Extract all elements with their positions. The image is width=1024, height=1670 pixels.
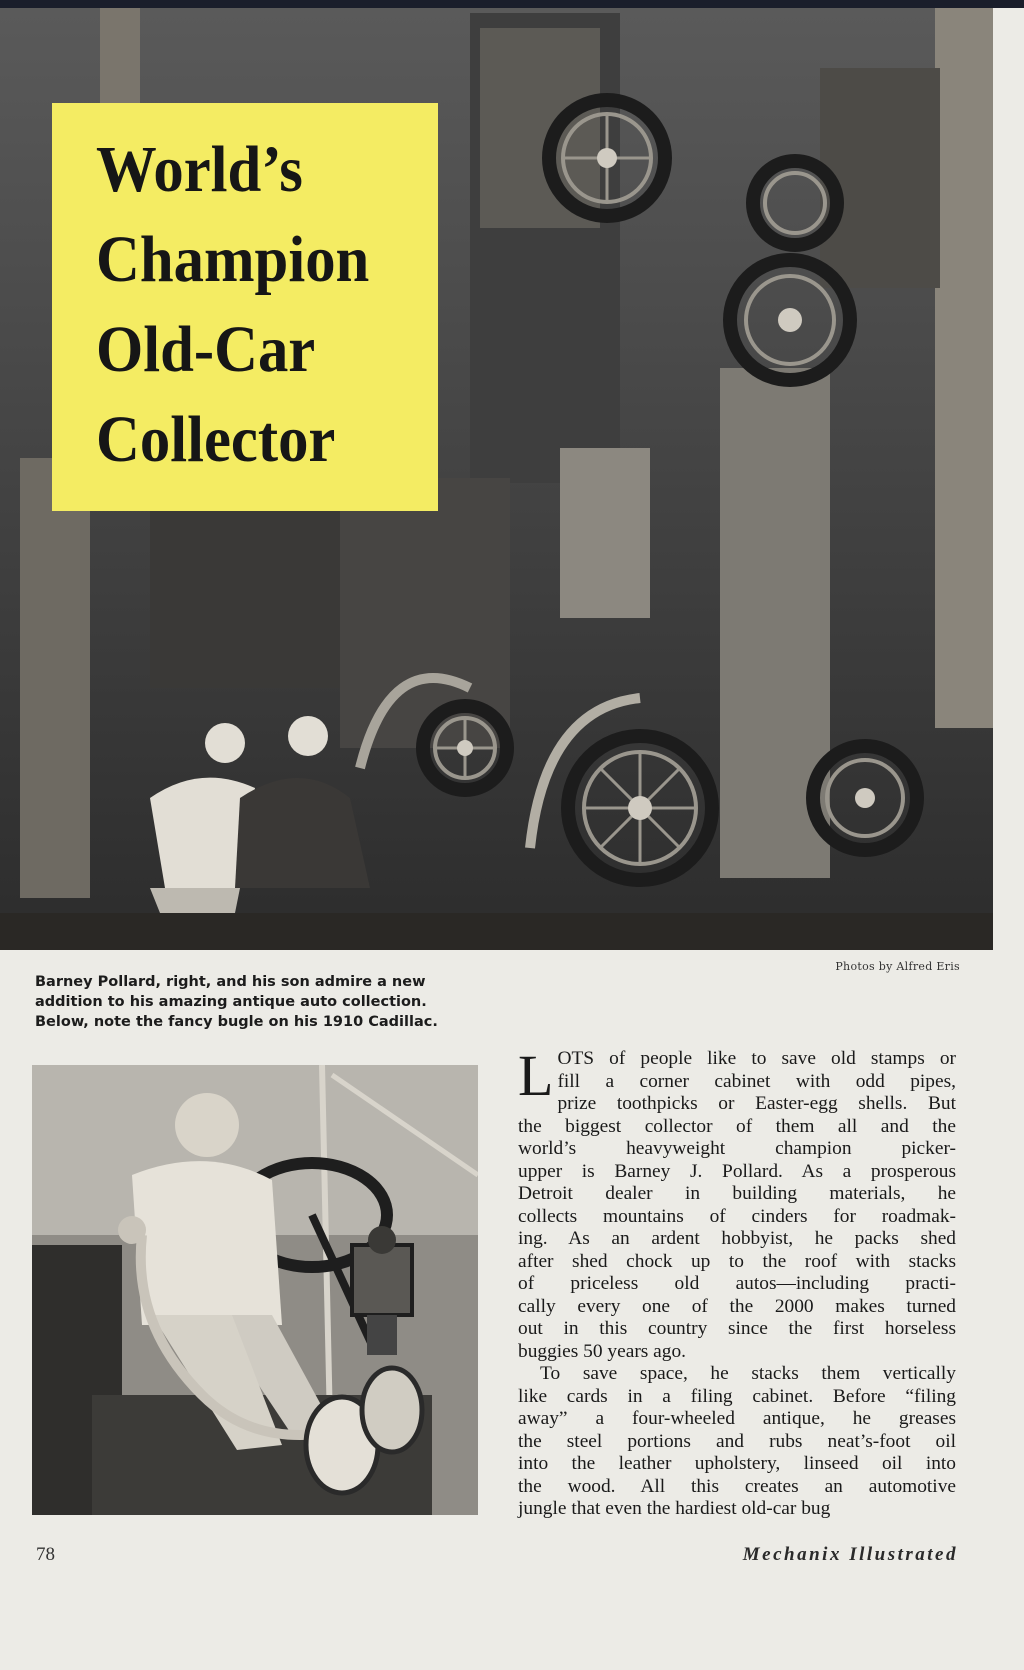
article-line: out in this country since the first horseless bbox=[518, 1318, 956, 1339]
caption-line: Barney Pollard, right, and his son admire a new bbox=[35, 974, 426, 990]
photo-caption bbox=[35, 972, 485, 1032]
article-line: away” a four-wheeled antique, he greases bbox=[518, 1408, 956, 1429]
article-line: like cards in a filing cabinet. Before “filing bbox=[518, 1385, 956, 1407]
article-line: the wood. All this creates an automotive bbox=[518, 1475, 956, 1497]
article-line: buggies 50 years ago. bbox=[518, 1340, 687, 1362]
article-line: OTS of people like to save old stamps or bbox=[557, 1048, 956, 1069]
article-line: collects mountains of cinders for roadmak- bbox=[518, 1205, 956, 1227]
photo-credit: Photos by Alfred Eris bbox=[835, 960, 960, 973]
headline-line: Collector bbox=[96, 403, 336, 476]
article-line: of priceless old autos—including practi- bbox=[518, 1273, 956, 1294]
article-line: Detroit dealer in building materials, he bbox=[518, 1183, 956, 1204]
article-line: jungle that even the hardiest old-car bug bbox=[518, 1498, 831, 1519]
headline-box bbox=[52, 103, 438, 511]
article-line: upper is Barney J. Pollard. As a prosperous bbox=[518, 1160, 956, 1182]
article-line: cally every one of the 2000 makes turned bbox=[518, 1295, 956, 1317]
drop-cap: L bbox=[518, 1043, 554, 1108]
article-line: prize toothpicks or Easter-egg shells. But bbox=[557, 1093, 956, 1114]
inset-photo-man-in-cadillac bbox=[32, 1065, 478, 1515]
page-number: 78 bbox=[36, 1544, 55, 1565]
article-line: ing. As an ardent hobbyist, he packs shed bbox=[518, 1228, 956, 1249]
headline-line: World’s bbox=[96, 133, 303, 206]
article-line: into the leather upholstery, linseed oil into bbox=[518, 1453, 956, 1474]
article-line: the biggest collector of them all and the bbox=[518, 1115, 956, 1137]
caption-line: Below, note the fancy bugle on his 1910 Cadillac. bbox=[35, 1014, 438, 1030]
headline-line: Champion bbox=[96, 223, 370, 296]
headline-line: Old-Car bbox=[96, 313, 316, 386]
article-line: world’s heavyweight champion picker- bbox=[518, 1138, 956, 1159]
article-line: the steel portions and rubs neat’s-foot oil bbox=[518, 1430, 956, 1452]
article-line: after shed chock up to the roof with stacks bbox=[518, 1250, 956, 1272]
article-line: fill a corner cabinet with odd pipes, bbox=[557, 1070, 956, 1092]
caption-line: addition to his amazing antique auto collection. bbox=[35, 994, 427, 1010]
inset-photo-illustration bbox=[32, 1065, 478, 1515]
top-border bbox=[0, 0, 1024, 8]
article-line: To save space, he stacks them vertically bbox=[540, 1363, 956, 1384]
article-body bbox=[518, 1043, 956, 1521]
magazine-title: Mechanix Illustrated bbox=[742, 1544, 958, 1565]
